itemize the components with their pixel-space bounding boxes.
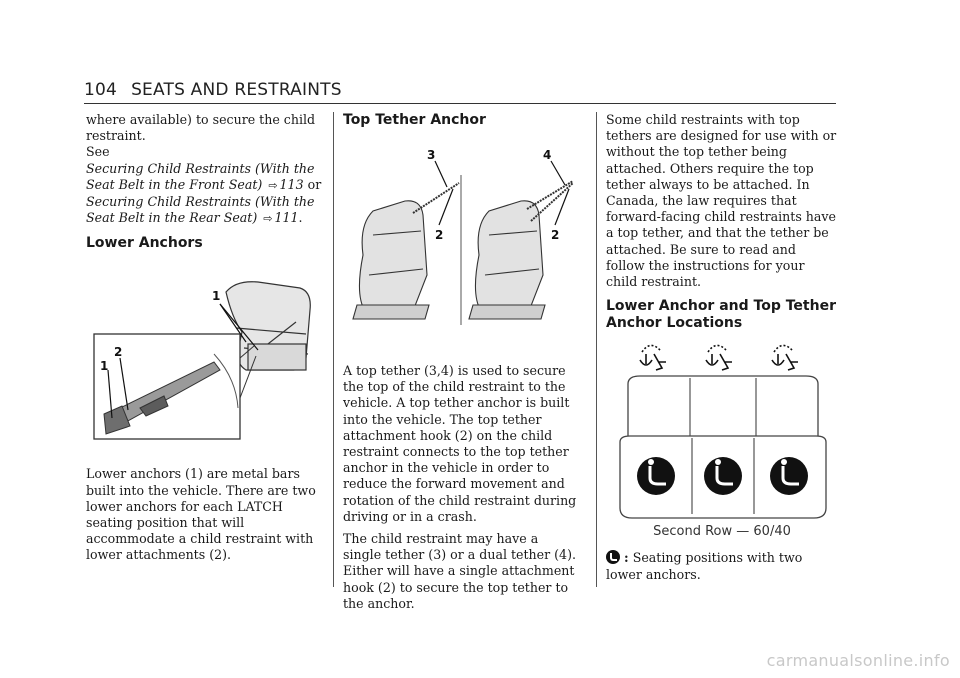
top-tether-icon — [772, 346, 798, 371]
watermark: carmanualsonline.info — [766, 651, 950, 670]
link-rear-seat-page[interactable]: 111 — [274, 210, 299, 226]
link-front-seat[interactable]: Securing Child Restraints (With the Seat Belt in the Front Seat) — [86, 160, 315, 192]
top-tether-icon — [706, 346, 732, 371]
lower-anchor-icon — [606, 550, 620, 564]
lower-anchors-figure — [86, 258, 324, 458]
legend-text: Seating positions with two lower anchors. — [606, 550, 803, 582]
lower-anchor-icon — [637, 457, 675, 495]
page-number: 104 — [84, 80, 118, 100]
section-title: SEATS AND RESTRAINTS — [131, 80, 342, 100]
figure-label-3: 3 — [427, 148, 436, 162]
cross-reference: See Securing Child Restraints (With the Seat Belt in the Front Seat) ⇨ 113 or Securing Child Restraints (With the Seat Belt in the Rear Seat) ⇨ 111. — [86, 144, 322, 226]
top-tether-heading: Top Tether Anchor — [343, 112, 486, 128]
link-front-seat-page[interactable]: 113 — [279, 176, 304, 192]
figure-label-2: 2 — [435, 228, 444, 242]
column-2 — [343, 112, 579, 618]
intro-text: where available) to secure the child restraint. — [86, 112, 316, 144]
tether-requirements-text: Some child restraints with top tethers are designed for use with or without the top tether being attached. Others require the top tether always to be attached. In Canada, the law requires that forward-facing child restraints have a top tether, and that the tether be attached. Be sure to read and follow the instructions for your child restraint. — [606, 112, 837, 290]
anchor-locations-figure — [606, 338, 838, 520]
header-rule — [84, 103, 836, 104]
figure-caption: Second Row — 60/40 — [653, 524, 791, 540]
lower-anchor-icon — [704, 457, 742, 495]
column-1 — [86, 112, 324, 570]
figure-label-4: 4 — [543, 148, 552, 162]
page-ref-arrow-icon: ⇨ — [263, 212, 273, 226]
column-3 — [606, 112, 838, 589]
column-divider — [596, 112, 597, 587]
top-tether-description: A top tether (3,4) is used to secure the top of the child restraint to the vehicle. A top tether anchor is built into the vehicle. The top tether attachment hook (2) on the child restraint connects to the top tether anchor in the vehicle in order to reduce the forward movement and rotation of the child restraint during driving or in a crash. — [343, 363, 577, 524]
see-label: See — [86, 144, 110, 160]
link-rear-seat[interactable]: Securing Child Restraints (With the Seat Belt in the Rear Seat) — [86, 194, 315, 226]
top-tether-figure — [343, 135, 579, 335]
page-ref-arrow-icon: ⇨ — [268, 178, 278, 192]
figure-label-1: 1 — [100, 359, 109, 374]
top-tether-icon — [640, 346, 666, 371]
anchor-locations-heading: Lower Anchor and Top Tether Anchor Locations — [606, 298, 836, 332]
lower-anchors-heading: Lower Anchors — [86, 235, 203, 252]
seat-back — [628, 376, 818, 438]
tether-types-description: The child restraint may have a single tether (3) or a dual tether (4). Either will have a single attachment hook (2) to secure the top tether to the anchor. — [343, 531, 576, 611]
figure-label-2: 2 — [114, 345, 123, 360]
figure-label-1: 1 — [212, 289, 221, 304]
lower-anchors-description: Lower anchors (1) are metal bars built into the vehicle. There are two lower anchors for each LATCH seating position that will accommodate a child restraint with lower attachments (2). — [86, 466, 316, 563]
or-label: or — [307, 176, 322, 192]
lower-anchor-icon — [770, 457, 808, 495]
page-header — [84, 80, 342, 100]
legend — [606, 550, 838, 582]
figure-label-2: 2 — [551, 228, 560, 242]
column-divider — [333, 112, 334, 587]
legend-colon: : — [624, 550, 629, 566]
